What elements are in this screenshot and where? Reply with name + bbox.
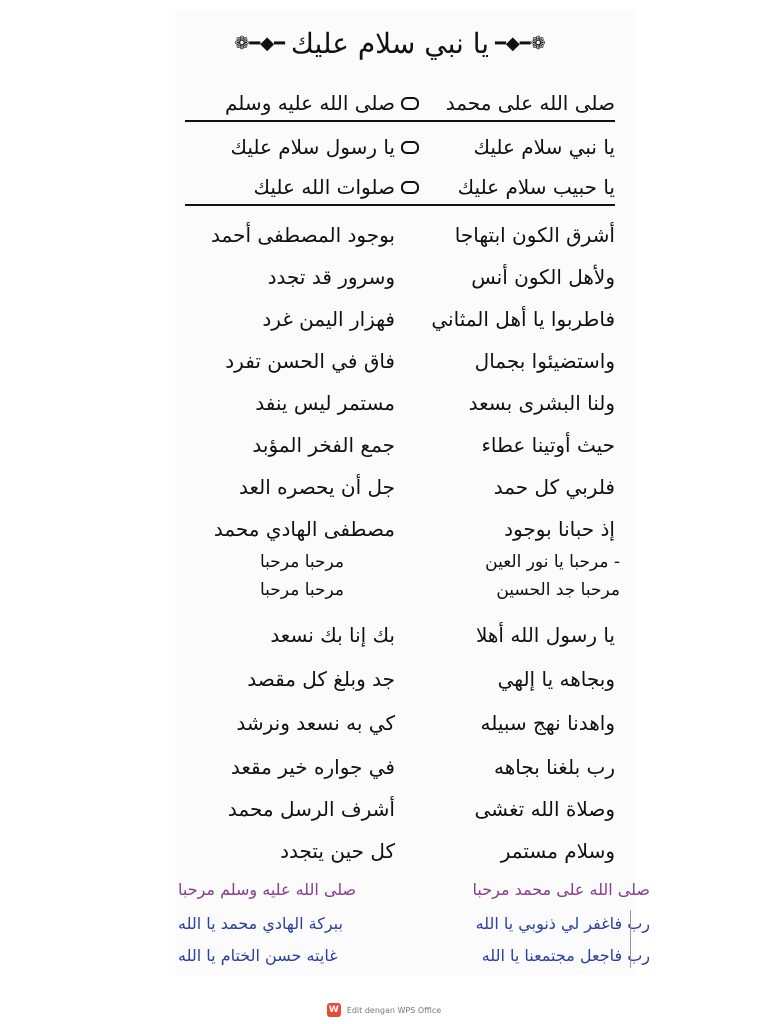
verse-line [185,750,615,784]
page-title: يا نبي سلام عليك [290,26,490,60]
hemistich-left: كل حين يتجدد [280,839,395,863]
hemistich-left: أشرف الرسل محمد [227,797,395,821]
closing-left: غايته حسن الختام يا الله [178,945,338,965]
separator-icon [401,97,419,110]
verse-line [185,834,615,868]
hemistich-left: صلى الله عليه وسلم [225,91,395,115]
hemistich-left: جد وبلغ كل مقصد [247,667,395,691]
closing-left: ببركة الهادي محمد يا الله [178,913,343,933]
hemistich-right: يا نبي سلام عليك [473,135,615,159]
verse-line [185,662,615,696]
hemistich-left: مصطفى الهادي محمد [213,517,395,541]
closing-right: رب فاغفر لي ذنوبي يا الله [475,913,650,933]
hemistich-right: حيث أوتينا عطاء [481,433,615,457]
verse-line [185,428,615,462]
verse-line [185,792,615,826]
closing-right: صلى الله على محمد مرحبا [472,879,650,899]
separator-icon [401,181,419,194]
hemistich-right: فاطربوا يا أهل المثاني [431,307,615,331]
hemistich-right: وبجاهه يا إلهي [497,667,615,691]
hemistich-left: بك إنا بك نسعد [270,623,395,647]
ornament-left-icon: ❁━◆━ [234,32,285,54]
wps-footer [0,1000,768,1020]
hemistich-left: بوجود المصطفى أحمد [211,223,395,247]
verse-line [185,512,615,546]
verse-line [185,386,615,420]
hemistich-left: فهزار اليمن غرد [262,307,395,331]
hemistich-left: صلوات الله عليك [253,175,395,199]
bracket-divider [630,910,635,968]
closing-left: صلى الله عليه وسلم مرحبا [178,879,357,899]
ornament-right-icon: ━◆━❁ [495,32,546,54]
marhaba-line [260,578,620,602]
hemistich-left: جمع الفخر المؤبد [252,433,395,457]
hemistich-right: ولنا البشرى بسعد [468,391,615,415]
hemistich-left: في جواره خير مقعد [230,755,395,779]
hemistich-right: يا حبيب سلام عليك [457,175,615,199]
marhaba-right: - مرحبا يا نور العين [485,552,620,572]
closing-line [178,940,650,970]
verse-line [185,618,615,652]
verse-line [185,470,615,504]
hemistich-right: ولأهل الكون أنس [471,265,615,289]
hemistich-right: رب بلغنا بجاهه [493,755,615,779]
hemistich-left: كي به نسعد ونرشد [236,711,395,735]
hemistich-right: يا رسول الله أهلا [475,623,615,647]
hemistich-right: صلى الله على محمد [445,91,615,115]
closing-line [178,874,650,904]
hemistich-right: واستضيئوا بجمال [474,349,615,373]
hemistich-left: يا رسول سلام عليك [230,135,395,159]
separator-icon [401,141,419,154]
intro-line [185,86,615,122]
hemistich-right: وصلاة الله تغشى [474,797,615,821]
wps-office-icon: W [327,1003,341,1017]
hemistich-right: واهدنا نهج سبيله [480,711,615,735]
marhaba-left: مرحبا مرحبا [260,552,345,572]
hemistich-left: فاق في الحسن تفرد [225,349,395,373]
verse-line [185,706,615,740]
intro-line [185,170,615,206]
marhaba-left: مرحبا مرحبا [260,580,345,600]
hemistich-right: وسلام مستمر [500,839,615,863]
hemistich-left: وسرور قد تجدد [267,265,395,289]
title-row [175,18,605,68]
hemistich-right: فلربي كل حمد [493,475,615,499]
hemistich-left: مستمر ليس ينفد [255,391,395,415]
closing-right: رب فاجعل مجتمعنا يا الله [481,945,650,965]
verse-line [185,302,615,336]
marhaba-line [260,550,620,574]
verse-line [185,344,615,378]
closing-line [178,908,650,938]
wps-footer-text: Edit dengan WPS Office [346,1005,442,1015]
hemistich-right: إذ حبانا بوجود [504,517,615,541]
hemistich-right: أشرق الكون ابتهاجا [454,223,615,247]
hemistich-left: جل أن يحصره العد [239,475,395,499]
marhaba-right: مرحبا جد الحسين [496,580,620,600]
intro-line [185,130,615,164]
verse-line [185,218,615,252]
verse-line [185,260,615,294]
